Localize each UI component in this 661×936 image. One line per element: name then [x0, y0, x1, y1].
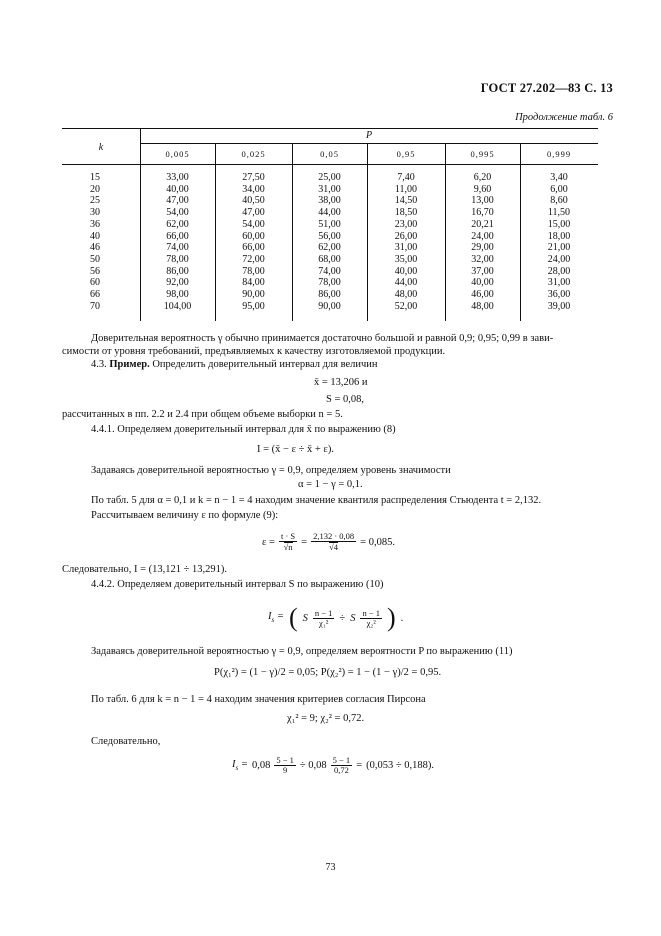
table-p-column	[367, 172, 445, 312]
table-cell: 31,00	[394, 242, 418, 254]
table-cell: 30	[90, 207, 100, 219]
table-cell: 18,00	[547, 230, 571, 242]
paragraph-set-gamma: Задаваясь доверительной вероятностью γ = 0,9, определяем уровень значимости	[91, 465, 451, 476]
table-cell: 60	[90, 277, 100, 289]
table-cell: 90,00	[242, 289, 265, 301]
table-cell: 3,40	[550, 172, 568, 183]
table-cell: 36	[90, 218, 100, 230]
table-cell: 47,00	[242, 207, 265, 219]
paragraph-confidence-line1: Доверительная вероятность γ обычно принимается достаточно большой и равной 0,9; 0,95; 0,99 в зави-	[91, 333, 554, 344]
table-cell: 6,00	[550, 183, 568, 195]
table-cell: 78,00	[318, 277, 341, 289]
equation-eps-result: = 0,085.	[360, 536, 395, 548]
table-cell: 7,40	[397, 172, 415, 183]
table-cell: 86,00	[166, 265, 189, 277]
table-cell: 21,00	[547, 242, 571, 254]
table-p-column	[520, 172, 598, 312]
table-cell: 31,00	[547, 277, 571, 289]
equation-is-value: (0,053 ÷ 0,188).	[366, 760, 434, 771]
equation-p: P(χ₁²) = (1 − γ)/2 = 0,05; P(χ₂²) = 1 − (1 − γ)/2 = 0,95.	[214, 667, 442, 678]
table-cell: 74,00	[166, 242, 189, 254]
table-cell: 6,20	[473, 172, 492, 183]
table-p-col-header: 0,999	[546, 149, 572, 159]
table-cell: 66	[90, 289, 100, 301]
table-cell: 26,00	[394, 230, 418, 242]
example-text: Определить доверительный интервал для величин	[152, 359, 378, 370]
table-cell: 25	[90, 195, 100, 207]
table-cell: 44,00	[318, 207, 341, 219]
example-label: Пример.	[109, 359, 150, 370]
table-cell: 60,00	[242, 230, 265, 242]
table-cell: 56,00	[318, 230, 341, 242]
equation-ix: I = (x̄ − ε ÷ x̄ + ε).	[257, 444, 334, 455]
equation-is-result: $I_s$ = 0,08 $\frac{5 - 1}{9}$ ÷ 0,08 $\frac{5 - 1}{0,72}$ = (0,053 ÷ 0,188).	[232, 755, 434, 775]
table-cell: 29,00	[471, 242, 494, 254]
table-cell: 66,00	[166, 230, 189, 242]
equation-chi: χ₁² = 9; χ₂² = 0,72.	[287, 713, 365, 724]
table-cell: 36,00	[547, 289, 571, 301]
table-p-col-header: 0,005	[165, 149, 190, 159]
equation-eps-fraction2: $\frac{2,132 \cdot 0,08}{√4}$	[313, 531, 355, 552]
paragraph-table5: По табл. 5 для α = 0,1 и k = n − 1 = 4 находим значение квантиля распределения Стьюдента t = 2,132.	[91, 495, 542, 506]
table-cell: 18,50	[394, 207, 418, 219]
table-p-column	[140, 172, 215, 312]
paragraph-consequently-2: Следовательно,	[91, 736, 161, 747]
paragraph-confidence-line2: симости от уровня требований, предъявляемых к качеству изготовляемой продукции.	[62, 346, 446, 357]
table-cell: 98,00	[166, 289, 189, 301]
table-cell: 48,00	[394, 289, 418, 301]
table-cell: 20	[90, 183, 100, 195]
table-cell: 51,00	[318, 218, 341, 230]
data-table	[62, 128, 598, 321]
equation-epsilon: ε = $\frac{t \cdot S}{√n}$ = $\frac{2,132 \cdot 0,08}{√4}$ = 0,085.	[262, 531, 395, 552]
table-cell: 54,00	[242, 218, 265, 230]
table-cell: 15,00	[547, 218, 571, 230]
table-cell: 37,00	[471, 265, 494, 277]
table-continuation-label: Продолжение табл. 6	[515, 112, 613, 123]
table-cell: 25,00	[318, 172, 341, 183]
table-cell: 62,00	[318, 242, 341, 254]
paragraph-consequently-1: Следовательно, I = (13,121 ÷ 13,291).	[62, 564, 228, 575]
table-cell: 27,50	[242, 172, 265, 183]
table-cell: 24,00	[547, 253, 571, 265]
table-cell: 14,50	[394, 195, 418, 207]
table-cell: 84,00	[242, 277, 265, 289]
table-top-border	[62, 128, 598, 129]
table-cell: 34,00	[242, 183, 265, 195]
table-cell: 35,00	[394, 253, 418, 265]
table-cell: 33,00	[166, 172, 189, 183]
table-cell: 40	[90, 230, 100, 242]
table-cell: 40,00	[394, 265, 418, 277]
equation-eps-lhs: ε =	[262, 536, 275, 548]
table-cell: 78,00	[166, 253, 189, 265]
equation-is: $I_s$ = ( S $\frac{n - 1}{\text{χ₁²}}$ ÷ S $\frac{n - 1}{\text{χ₂²}}$ ) .	[268, 603, 404, 632]
paragraph-set-gamma-2: Задаваясь доверительной вероятностью γ = 0,9, определяем вероятности P по выражению (11)	[91, 646, 513, 657]
table-p-col-header: 0,05	[320, 149, 339, 159]
table-cell: 8,60	[550, 195, 568, 207]
table-cell: 90,00	[318, 300, 341, 312]
table-p-column	[292, 172, 367, 312]
equation-alpha: α = 1 − γ = 0,1.	[298, 479, 363, 490]
table-cell: 68,00	[318, 253, 341, 265]
table-cell: 47,00	[166, 195, 189, 207]
page-header: ГОСТ 27.202—83 С. 13	[480, 81, 613, 95]
table-header-border	[62, 164, 598, 165]
equation-s: S = 0,08,	[326, 394, 365, 405]
table-k-column	[62, 172, 128, 312]
table-p-column	[445, 172, 520, 312]
section-4-4-1: 4.4.1. Определяем доверительный интервал для x̄ по выражению (8)	[91, 424, 396, 435]
table-cell: 38,00	[318, 195, 341, 207]
page-number: 73	[325, 862, 336, 873]
table-cell: 62,00	[166, 218, 189, 230]
table-cell: 11,00	[394, 183, 418, 195]
table-cell: 74,00	[318, 265, 341, 277]
paragraph-calc-eps: Рассчитываем величину ε по формуле (9):	[91, 510, 279, 521]
section-4-4-2: 4.4.2. Определяем доверительный интервал S по выражению (10)	[91, 579, 384, 590]
table-cell: 48,00	[471, 300, 494, 312]
table-cell: 104,00	[163, 300, 192, 312]
table-cell: 72,00	[242, 253, 265, 265]
table-cell: 16,70	[471, 207, 494, 219]
table-cell: 40,00	[471, 277, 494, 289]
equation-eps-fraction1: $\frac{t \cdot S}{√n}$	[280, 531, 296, 552]
paragraph-calculated: рассчитанных в пп. 2.2 и 2.4 при общем объеме выборки n = 5.	[62, 409, 343, 420]
table-p-col-header: 0,995	[470, 149, 495, 159]
table-cell: 15	[90, 172, 100, 183]
table-cell: 46	[90, 242, 100, 254]
table-p-underline	[140, 143, 598, 144]
table-cell: 13,00	[471, 195, 494, 207]
table-k-header: k	[98, 142, 104, 153]
table-cell: 32,00	[471, 253, 494, 265]
table-p-col-header: 0,025	[241, 149, 266, 159]
table-cell: 56	[90, 265, 100, 277]
table-p-col-header: 0,95	[396, 149, 416, 159]
table-cell: 50	[90, 253, 100, 265]
table-cell: 66,00	[242, 242, 265, 254]
example-number: 4.3.	[91, 359, 107, 370]
example-heading	[91, 358, 378, 371]
table-cell: 92,00	[166, 277, 189, 289]
table-cell: 31,00	[318, 183, 341, 195]
table-cell: 54,00	[166, 207, 189, 219]
table-cell: 44,00	[394, 277, 418, 289]
table-cell: 70	[90, 300, 100, 312]
table-p-header: P	[365, 130, 373, 141]
paragraph-table6: По табл. 6 для k = n − 1 = 4 находим значения критериев согласия Пирсона	[91, 694, 426, 705]
table-cell: 95,00	[242, 300, 265, 312]
table-cell: 40,00	[166, 183, 189, 195]
table-cell: 20,21	[471, 218, 494, 230]
table-cell: 40,50	[242, 195, 265, 207]
table-cell: 23,00	[394, 218, 418, 230]
table-cell: 78,00	[242, 265, 265, 277]
table-cell: 52,00	[394, 300, 418, 312]
table-cell: 28,00	[547, 265, 571, 277]
table-p-column	[215, 172, 292, 312]
equation-xbar: x̄ = 13,206 и	[314, 377, 368, 388]
table-cell: 24,00	[471, 230, 494, 242]
table-cell: 39,00	[547, 300, 571, 312]
table-cell: 11,50	[547, 207, 571, 219]
table-cell: 86,00	[318, 289, 341, 301]
table-cell: 46,00	[471, 289, 494, 301]
table-cell: 9,60	[473, 183, 492, 195]
